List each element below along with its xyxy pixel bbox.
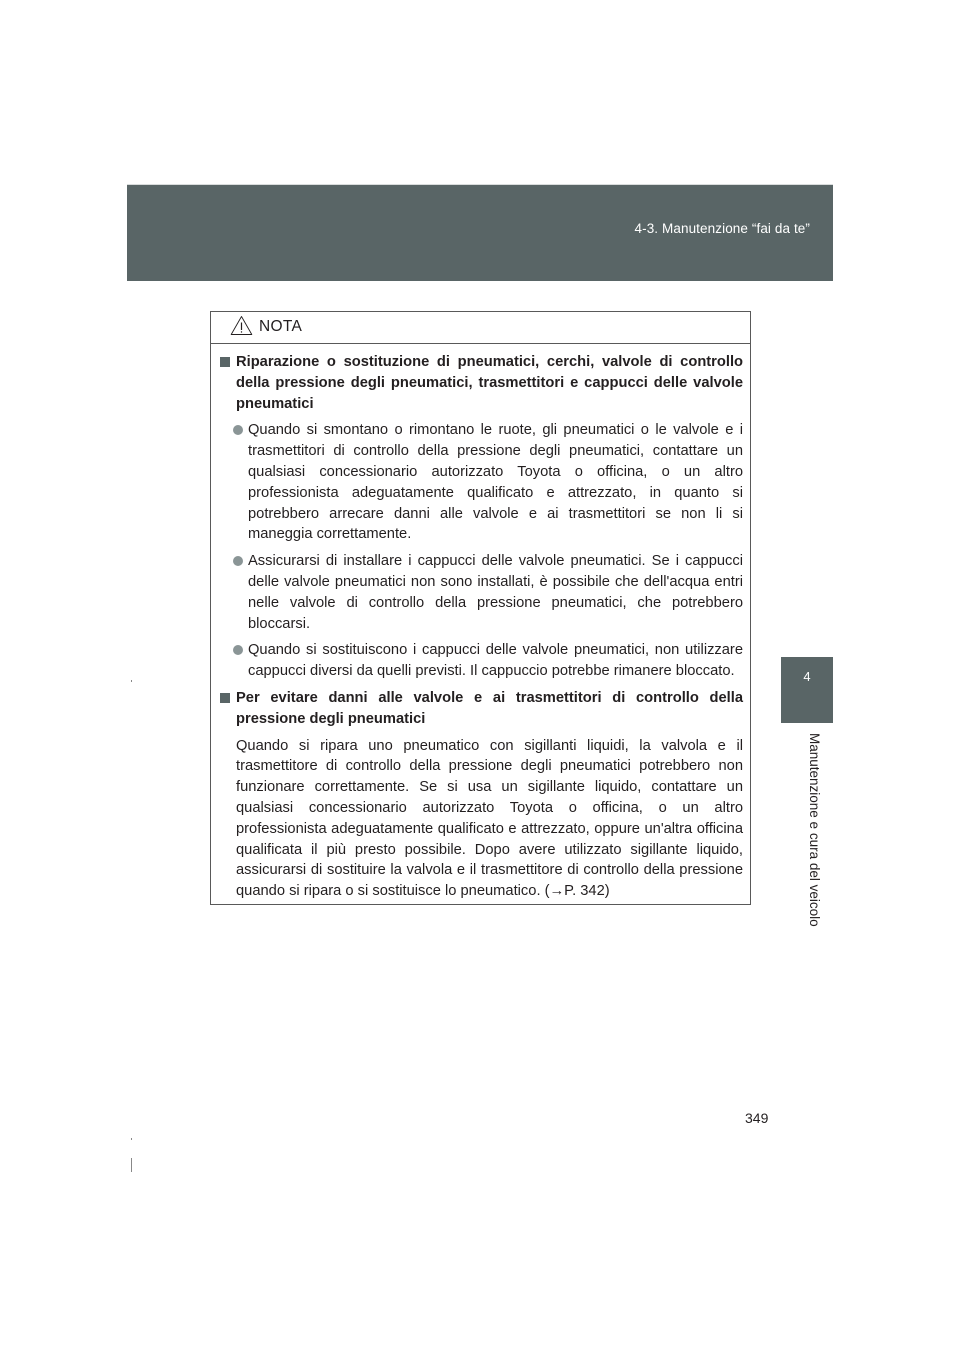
circle-bullet-icon: [233, 556, 243, 566]
circle-bullet-icon: [233, 645, 243, 655]
chapter-number: 4: [803, 669, 811, 684]
section-heading: Riparazione o sostituzione di pneumatici, cerchi, valvole di controllo della pressione degli pneumatici, trasmettitori e cappucci delle valvole pneumatici: [220, 352, 743, 414]
page-number: 349: [745, 1110, 769, 1126]
square-bullet-icon: [220, 357, 230, 367]
note-box: [210, 311, 751, 905]
crop-mark: [131, 1138, 132, 1140]
bullet-item: Quando si smontano o rimontano le ruote, gli pneumatici o le valvole e i trasmettitori di controllo della pressione degli pneumatici, contattare un qualsiasi concessionario autorizzato Toyota o officina, o un altro professionista adeguatamente qualificato e attrezzato, in quanto si potrebbero arrecare danni alle valvole e ai trasmettitori se non li si maneggia correttamente.: [220, 420, 743, 545]
crop-mark: [131, 1158, 132, 1172]
note-section: [220, 688, 743, 902]
note-label: NOTA: [259, 317, 303, 335]
note-divider: [211, 343, 750, 344]
note-content: [220, 352, 743, 902]
circle-bullet-icon: [233, 425, 243, 435]
bullet-item: Assicurarsi di installare i cappucci delle valvole pneumatici. Se i cappucci delle valvole pneumatici non sono installati, è possibile che dell'acqua entri nelle valvole di controllo della pressione pneumatici, che potrebbero bloccarsi.: [220, 551, 743, 634]
bullet-item: Quando si sostituiscono i cappucci delle valvole pneumatici, non utilizzare cappucci diversi da quelli previsti. Il cappuccio potrebbe rimanere bloccato.: [220, 640, 743, 682]
warning-triangle-icon: [230, 315, 253, 336]
note-section: [220, 352, 743, 682]
chapter-tab: [781, 657, 833, 723]
crop-mark: [131, 680, 132, 682]
section-title: 4-3. Manutenzione “fai da te”: [634, 221, 810, 236]
note-header: [230, 315, 302, 336]
chapter-label: Manutenzione e cura del veicolo: [807, 733, 822, 927]
section-heading: Per evitare danni alle valvole e ai trasmettitori di controllo della pressione degli pneumatici: [220, 688, 743, 730]
square-bullet-icon: [220, 693, 230, 703]
section-paragraph: Quando si ripara uno pneumatico con sigillanti liquidi, la valvola e il trasmettitore di controllo della pressione degli pneumatici potrebbero non funzionare correttamente. Se si usa un sigillante liquido, contattare un qualsiasi concessionario autorizzato Toyota o officina, o un altro professionista adeguatamente qualificato e attrezzato, oppure un'altra officina qualificata il più presto possibile. Dopo avere utilizzato sigillante liquido, assicurarsi di sostituire la valvola e il trasmettitore di controllo della pressione quando si ripara o si sostituisce lo pneumatico. (→P. 342): [236, 737, 743, 900]
